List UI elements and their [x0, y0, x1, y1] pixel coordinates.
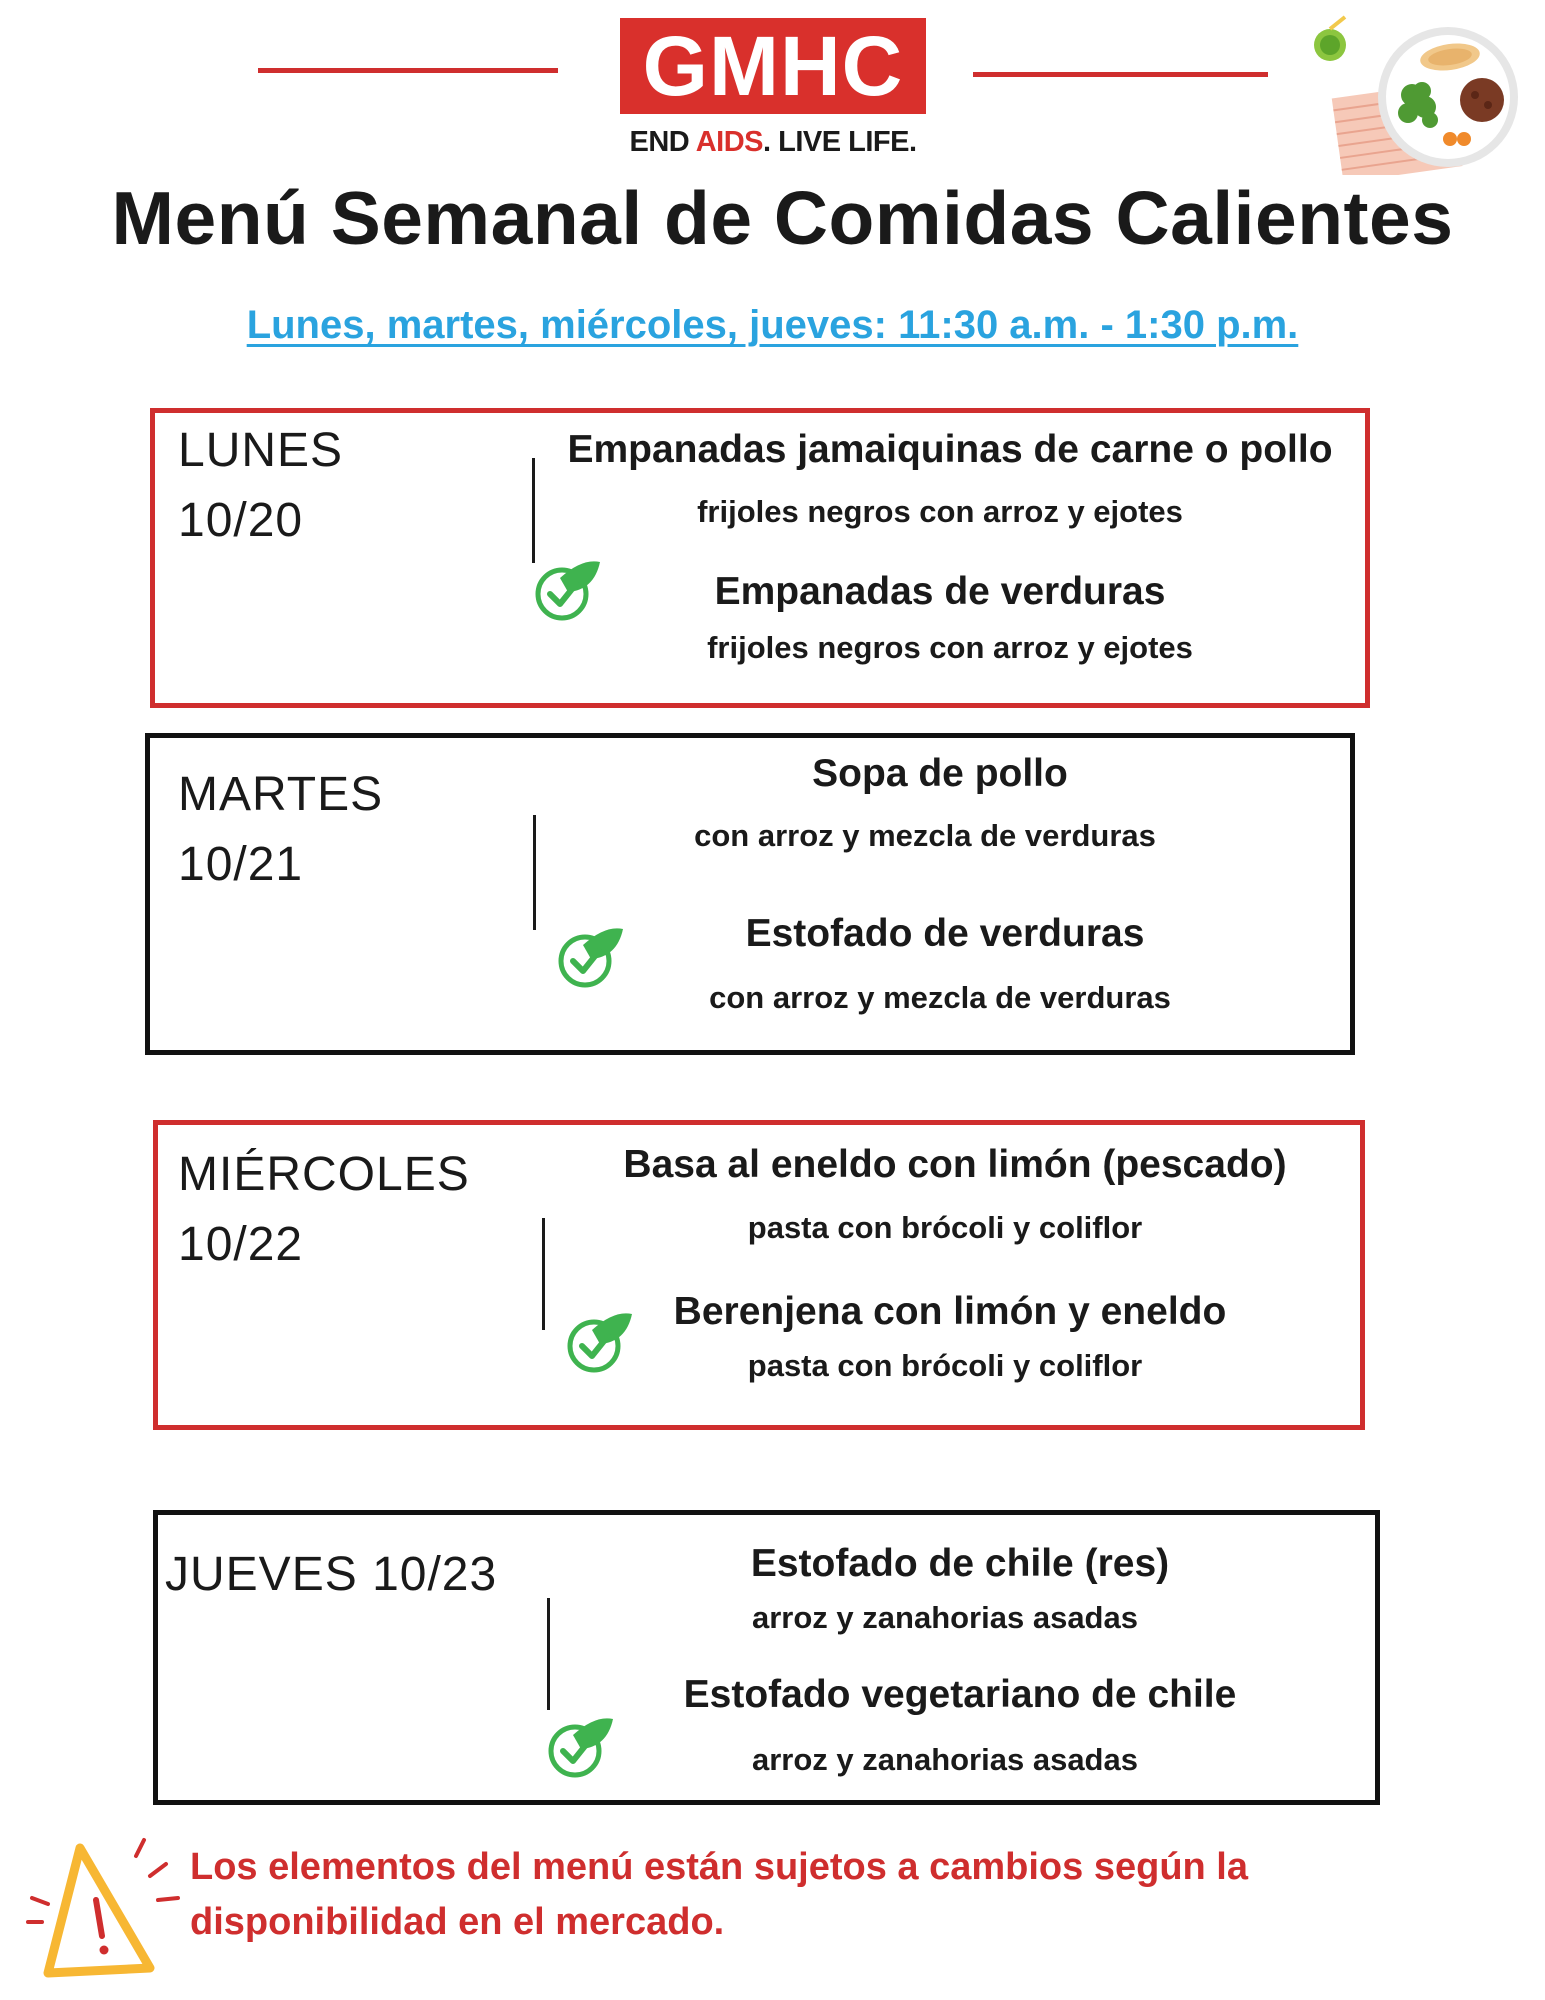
veg-dish-tuesday: Estofado de verduras [745, 912, 1145, 955]
main-dish-wednesday: Basa al eneldo con limón (pescado) [623, 1143, 1287, 1186]
main-dish-monday: Empanadas jamaiquinas de carne o pollo [567, 428, 1333, 471]
tagline [600, 126, 946, 159]
day-label-thursday [165, 1540, 497, 1610]
tagline-part1: END [629, 126, 696, 158]
main-dish-tuesday: Sopa de pollo [812, 752, 1068, 795]
tagline-highlight: AIDS [695, 126, 763, 158]
veg-side-thursday: arroz y zanahorias asadas [752, 1742, 1138, 1777]
divider-monday [532, 458, 535, 563]
veg-dish-thursday: Estofado vegetariano de chile [683, 1673, 1237, 1716]
food-plate-illustration [1300, 15, 1525, 175]
main-side-thursday: arroz y zanahorias asadas [752, 1600, 1138, 1635]
logo-text: GMHC [642, 18, 904, 113]
availability-notice: Los elementos del menú están sujetos a cambios según la disponibilidad en el mercado. [190, 1846, 1248, 1943]
page-title: Menú Semanal de Comidas Calientes [111, 176, 1454, 260]
day-name: MIÉRCOLES [178, 1148, 470, 1201]
day-date: 10/21 [178, 838, 304, 891]
gmhc-logo [620, 18, 926, 114]
main-side-wednesday: pasta con brócoli y coliflor [747, 1210, 1143, 1245]
veg-dish-wednesday: Berenjena con limón y eneldo [673, 1290, 1227, 1333]
header-rule-right [973, 72, 1268, 77]
divider-wednesday [542, 1218, 545, 1330]
day-label-tuesday [178, 760, 383, 900]
tagline-part2: . LIVE LIFE. [763, 126, 917, 158]
day-name: JUEVES 10/23 [165, 1548, 498, 1601]
day-name: LUNES [178, 424, 344, 477]
veg-side-wednesday: pasta con brócoli y coliflor [747, 1348, 1143, 1383]
day-label-wednesday [178, 1140, 470, 1280]
header-rule-left [258, 68, 558, 73]
main-side-tuesday: con arroz y mezcla de verduras [694, 818, 1156, 853]
veg-side-monday: frijoles negros con arroz y ejotes [707, 630, 1193, 665]
day-date: 10/22 [178, 1218, 304, 1271]
day-date: 10/20 [178, 494, 304, 547]
main-dish-thursday: Estofado de chile (res) [750, 1542, 1170, 1585]
warning-icon [18, 1818, 183, 1983]
day-label-monday [178, 416, 343, 556]
veg-side-tuesday: con arroz y mezcla de verduras [709, 980, 1171, 1015]
day-name: MARTES [178, 768, 384, 821]
veg-dish-monday: Empanadas de verduras [714, 570, 1166, 613]
service-hours-link[interactable]: Lunes, martes, miércoles, jueves: 11:30 a.m. - 1:30 p.m. [246, 303, 1299, 347]
main-side-monday: frijoles negros con arroz y ejotes [697, 494, 1183, 529]
